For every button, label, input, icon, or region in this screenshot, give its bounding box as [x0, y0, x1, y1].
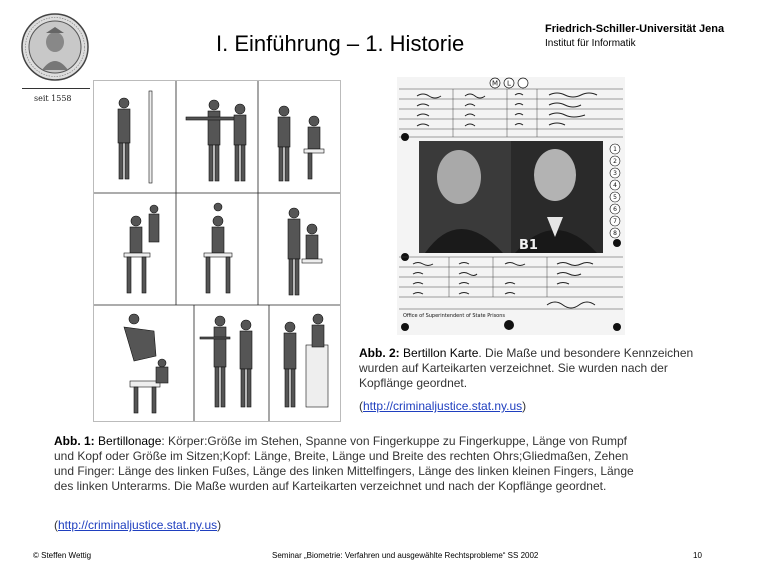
figure2-caption-text: . Die Maße und besondere Kennzeichen wurden auf Karteikarten verzeichnet. Sie wurden nach der Kopflänge geordnet.	[359, 346, 694, 390]
figure2-source	[359, 399, 526, 414]
figure1-caption-label: Abb. 1:	[54, 434, 95, 448]
card-photo-label: B1	[519, 238, 538, 253]
university-name: Friedrich-Schiller-Universität Jena	[545, 23, 725, 35]
figure2-caption-label: Abb. 2:	[359, 346, 400, 360]
bertillonage-illustration	[93, 80, 341, 422]
figure2-caption-term: Bertillon Karte	[403, 346, 479, 360]
card-number: 6	[613, 206, 617, 213]
slide-title: I. Einführung – 1. Historie	[216, 31, 465, 56]
figure1-caption-term: Bertillonage	[98, 434, 162, 448]
seal-since-label: seit 1558	[34, 94, 72, 103]
figure1-caption-text: : Körper:Größe im Stehen, Spanne von Fingerkuppe zu Fingerkuppe, Länge von Rumpf und Kopf oder Größe im Sitzen;Kopf: Länge, Breite, Länge und Breite des rechten Ohrs;Gliedmaßen, Zehen und Finger: Länge des linken Fußes, Länge des linken Mittelfingers, Länge des linken kleinen Fingers, Länge des linken Unterarms. Die Maße wurden auf Karteikarten verzeichnet und nach der Kopflänge geordnet.	[54, 434, 634, 493]
footer-author: © Steffen Wettig	[33, 551, 92, 560]
card-number: 2	[613, 158, 617, 165]
institute-name: Institut für Informatik	[545, 38, 636, 49]
source-paren-close: )	[217, 518, 222, 532]
figure1-source-link[interactable]: http://criminaljustice.stat.ny.us	[58, 518, 218, 532]
figure2-caption	[359, 346, 704, 391]
card-number: 3	[613, 170, 617, 177]
footer-seminar: Seminar „Biometrie: Verfahren und ausgewählte Rechtsprobleme“ SS 2002	[272, 551, 539, 560]
card-header-letter: L	[507, 79, 511, 88]
logo-divider	[22, 88, 90, 89]
bertillon-card-image	[397, 77, 625, 335]
source-paren-open: (	[54, 518, 58, 532]
card-header-letter: M	[491, 79, 499, 88]
card-number: 4	[613, 182, 617, 189]
figure1-source	[54, 518, 221, 533]
figure1-caption	[54, 434, 634, 494]
card-number: 1	[613, 146, 617, 153]
source-paren-close: )	[522, 399, 527, 413]
card-number: 5	[613, 194, 617, 201]
card-number: 7	[613, 218, 617, 225]
card-number: 8	[613, 230, 617, 237]
footer-page-number: 10	[693, 551, 702, 560]
figure2-source-link[interactable]: http://criminaljustice.stat.ny.us	[363, 399, 523, 413]
university-seal-logo	[20, 12, 90, 82]
card-footer-text: Office of Superintendent of State Prisons	[403, 313, 506, 319]
source-paren-open: (	[359, 399, 363, 413]
